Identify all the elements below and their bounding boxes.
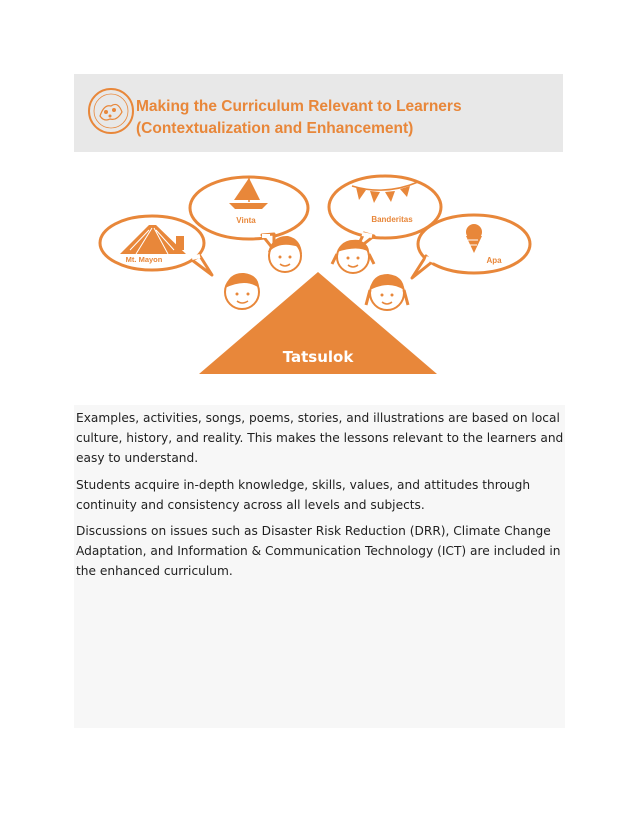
paragraph-enhancement: Discussions on issues such as Disaster Risk Reduction (DRR), Climate Change Adaptation, and Information & Communication Technology (ICT) are included in the enhanced curriculum. bbox=[76, 524, 561, 579]
header-banner bbox=[74, 74, 563, 152]
paragraph-contextualization: Examples, activities, songs, poems, stories, and illustrations are based on local culture, history, and reality. This makes the lessons relevant to the learners and easy to understand. bbox=[76, 411, 564, 466]
triangle-label: Tatsulok bbox=[282, 348, 354, 366]
child-face-bottom-left-icon bbox=[225, 273, 259, 309]
bubble-label-vinta: Vinta bbox=[236, 216, 256, 225]
bubble-mt-mayon bbox=[100, 216, 212, 275]
title-line-2: (Contextualization and Enhancement) bbox=[136, 120, 414, 137]
bubble-label-banderitas: Banderitas bbox=[371, 215, 413, 224]
paragraph-continuity: Students acquire in-depth knowledge, skills, values, and attitudes through continuity and consistency across all levels and subjects. bbox=[76, 478, 531, 513]
bubble-label-apa: Apa bbox=[486, 256, 502, 265]
curriculum-logo-icon bbox=[86, 86, 136, 136]
bubble-apa bbox=[412, 215, 530, 278]
title-line-1: Making the Curriculum Relevant to Learners bbox=[136, 98, 462, 115]
child-face-bottom-right-icon bbox=[366, 274, 408, 310]
bubble-label-mt-mayon: Mt. Mayon bbox=[125, 255, 163, 264]
page-title bbox=[136, 96, 556, 140]
child-face-top-right-icon bbox=[332, 240, 374, 273]
content-panel bbox=[74, 405, 565, 728]
tatsulok-illustration bbox=[74, 160, 563, 405]
